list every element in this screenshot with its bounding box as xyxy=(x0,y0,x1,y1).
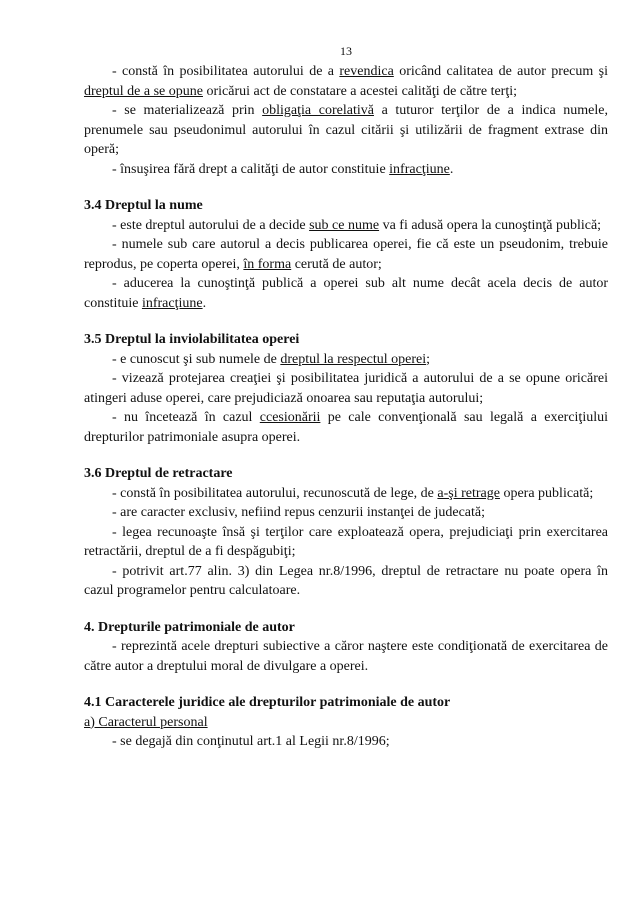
document-body xyxy=(84,62,608,752)
paragraph xyxy=(84,235,608,274)
paragraph xyxy=(84,160,608,180)
paragraph xyxy=(84,62,608,101)
text: . xyxy=(202,295,207,311)
text: a tuturor terţilor de a indica numele, prenumele sau pseudonimul autorului în cazul citării şi utilizării de fragment extrase din operă; xyxy=(84,103,608,157)
section-heading-3-5: 3.5 Dreptul la inviolabilitatea operei xyxy=(84,332,300,347)
text: - numele sub care autorul a decis publicarea operei, fie că este un pseudonim, trebuie reprodus, pe coperta operei, xyxy=(84,237,608,272)
text: va fi adusă opera la cunoştinţă publică; xyxy=(379,217,602,233)
section-heading-3-6: 3.6 Dreptul de retractare xyxy=(84,466,233,481)
text: - constă în posibilitatea autorului, recunoscută de lege, de xyxy=(112,485,438,501)
text: oricând calitatea de autor precum şi xyxy=(393,64,609,79)
text: . xyxy=(449,161,454,177)
section-heading-4-1: 4.1 Caracterele juridice ale drepturilor patrimoniale de autor xyxy=(84,695,451,710)
text: cerută de autor; xyxy=(291,256,382,272)
underlined-term: dreptul la respectul operei xyxy=(280,351,427,367)
text: - constă în posibilitatea autorului de a xyxy=(112,64,340,79)
text: ; xyxy=(426,351,431,367)
underlined-term: sub ce nume xyxy=(309,217,380,233)
paragraph: - reprezintă acele drepturi subiective a căror naştere este condiţionată de exercitarea de către autor a dreptului moral de divulgare a operei. xyxy=(84,639,608,674)
text: - nu încetează în cazul xyxy=(112,410,260,425)
text: - se materializează prin xyxy=(112,103,263,118)
underlined-term: ccesionării xyxy=(259,410,321,425)
paragraph xyxy=(84,216,608,236)
section-heading-4: 4. Drepturile patrimoniale de autor xyxy=(84,619,295,635)
underlined-term: obligaţia corelativă xyxy=(262,103,374,118)
text: opera publicată; xyxy=(499,485,594,501)
text: - e cunoscut şi sub numele de xyxy=(112,351,281,367)
subheading: a) Caracterul personal xyxy=(84,714,208,730)
section-heading-3-4: 3.4 Dreptul la nume xyxy=(84,198,203,213)
paragraph: - are caracter exclusiv, nefiind repus cenzurii instanţei de judecată; xyxy=(112,505,486,520)
paragraph: - legea recunoaşte însă şi terţilor care exploatează opera, prejudiciaţi prin exercitarea retractării, dreptul de a fi despăgubiţi; xyxy=(84,524,608,559)
text: - este dreptul autorului de a decide xyxy=(112,217,310,233)
underlined-term: în forma xyxy=(243,256,292,272)
paragraph: - se degajă din conţinutul art.1 al Legii nr.8/1996; xyxy=(112,734,390,749)
text: pe cale convenţională sau legală a exerciţiului drepturilor patrimoniale asupra operei. xyxy=(84,410,608,445)
text: oricărui act de constatare a acestei calităţi de către terţi; xyxy=(202,83,518,99)
paragraph: - vizează protejarea creaţiei şi posibilitatea juridică a autorului de a se opune oricărei atingeri aduse operei, care prejudiciază onoarea sau reputaţia autorului; xyxy=(84,371,608,406)
underlined-term: dreptul de a se opune xyxy=(84,83,203,99)
paragraph xyxy=(84,484,608,504)
paragraph xyxy=(84,274,608,313)
paragraph xyxy=(84,350,608,370)
underlined-term: revendica xyxy=(339,64,394,79)
paragraph xyxy=(84,408,608,447)
text: - aducerea la cunoştinţă publică a operei sub alt nume decât acela decis de autor constituie xyxy=(84,276,608,311)
underlined-term: a-şi retrage xyxy=(437,485,500,501)
underlined-term: infracţiune xyxy=(141,295,203,311)
paragraph: - potrivit art.77 alin. 3) din Legea nr.8/1996, dreptul de retractare nu poate opera în cazul programelor pentru calculatoare. xyxy=(84,563,608,598)
page-number: 13 xyxy=(340,44,352,58)
paragraph xyxy=(84,101,608,160)
text: - însuşirea fără drept a calităţi de autor constituie xyxy=(112,161,390,177)
underlined-term: infracţiune xyxy=(389,161,450,177)
